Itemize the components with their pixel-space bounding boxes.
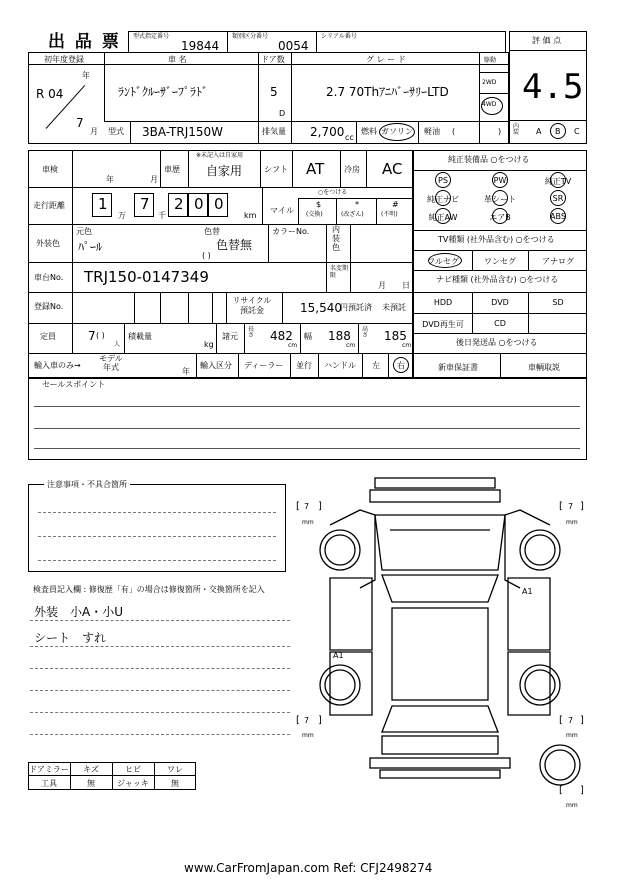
fuel-gasoline-circle: [379, 123, 415, 141]
equipment-PW-circle: [492, 172, 508, 188]
mileage-digit-4: 0: [194, 195, 204, 213]
equipment-革シート-circle: [492, 190, 508, 206]
equipment-純正ナビ-circle: [435, 190, 451, 206]
equipment-PS-circle: [435, 172, 451, 188]
drive-4wd-circle: [481, 97, 503, 115]
equipment-PW: PW: [493, 176, 507, 185]
model-designation-box: 型式指定番号 19844: [128, 31, 228, 53]
equipment-純正AW: 純正AW: [428, 213, 458, 222]
serial-box: シリアル番号: [316, 31, 506, 53]
shift-type: AT: [306, 160, 325, 178]
mileage-digit-5: 0: [214, 195, 224, 213]
equipment-SR-circle: [550, 190, 566, 206]
equipment-PS: PS: [438, 176, 448, 185]
equipment-エアB-circle: [492, 208, 508, 224]
car-diagram: [290, 470, 590, 810]
repaint-status: 色替無: [216, 238, 253, 252]
tire-depth-front-left: 7: [304, 502, 310, 511]
width: 188: [328, 329, 351, 343]
inspector-note-1: 外装 小A・小U: [34, 605, 123, 619]
grade: 2.7 70ThｱﾆﾊﾞｰｻﾘｰLTD: [326, 85, 449, 99]
equipment-ABS-circle: [550, 208, 566, 224]
tv-fullseg-circle: [428, 253, 462, 268]
mileage-digit-2: 7: [140, 195, 150, 213]
tv-fullseg: フルセグ: [427, 257, 459, 266]
recycle-amount: 15,540: [300, 301, 342, 315]
tire-depth-rear-right: 7: [568, 716, 574, 725]
length: 482: [270, 329, 293, 343]
damage-mark-front: A1: [522, 587, 533, 596]
seating-capacity: 7: [88, 329, 96, 343]
first-reg-month: 7: [76, 116, 84, 130]
right-hand-drive-circle: [393, 357, 409, 373]
equipment-純正TV-circle: [550, 172, 566, 188]
equipment-純正AW-circle: [435, 208, 451, 224]
equipment-革シート: 革シート: [484, 195, 516, 204]
tire-depth-rear-left: 7: [304, 716, 310, 725]
score-value: 4.5: [522, 67, 584, 107]
equipment-純正ナビ: 純正ナビ: [427, 195, 459, 204]
mileage-digit-1: 1: [98, 195, 108, 213]
category-value: 0054: [278, 39, 309, 53]
equipment-ABS: ABS: [550, 212, 566, 221]
height: 185: [384, 329, 407, 343]
model-code: 3BA-TRJ150W: [142, 125, 224, 139]
equipment-純正TV: 純正TV: [544, 177, 572, 186]
score-box: 評 価 点 4.5: [509, 31, 587, 121]
chassis-number: TRJ150-0147349: [84, 268, 209, 286]
sheet-title: 出 品 票: [48, 32, 121, 52]
mileage-digit-3: 2: [174, 195, 184, 213]
inspector-note-2: シート すれ: [34, 631, 107, 645]
equipment-エアB: エアB: [489, 213, 511, 222]
air-conditioning: AC: [382, 160, 403, 178]
car-name: ﾗﾝﾄﾞｸﾙｰｻﾞｰﾌﾟﾗﾄﾞ: [118, 85, 209, 99]
vehicle-history: 自家用: [206, 164, 243, 178]
door-count: 5: [270, 85, 278, 99]
category-box: 類別区分番号 0054: [227, 31, 317, 53]
equipment-SR: SR: [552, 194, 564, 203]
tire-depth-front-right: 7: [568, 502, 574, 511]
specs-block: [28, 150, 413, 378]
model-designation-value: 19844: [181, 39, 220, 53]
damage-mark-side: A1: [333, 651, 344, 660]
footer-watermark: www.CarFromJapan.com Ref: CFJ2498274: [184, 861, 433, 875]
displacement: 2,700: [310, 125, 345, 139]
original-color: ﾊﾟｰﾙ: [78, 240, 103, 254]
attention-box: [28, 484, 286, 572]
first-reg-era: R 04: [36, 87, 64, 101]
